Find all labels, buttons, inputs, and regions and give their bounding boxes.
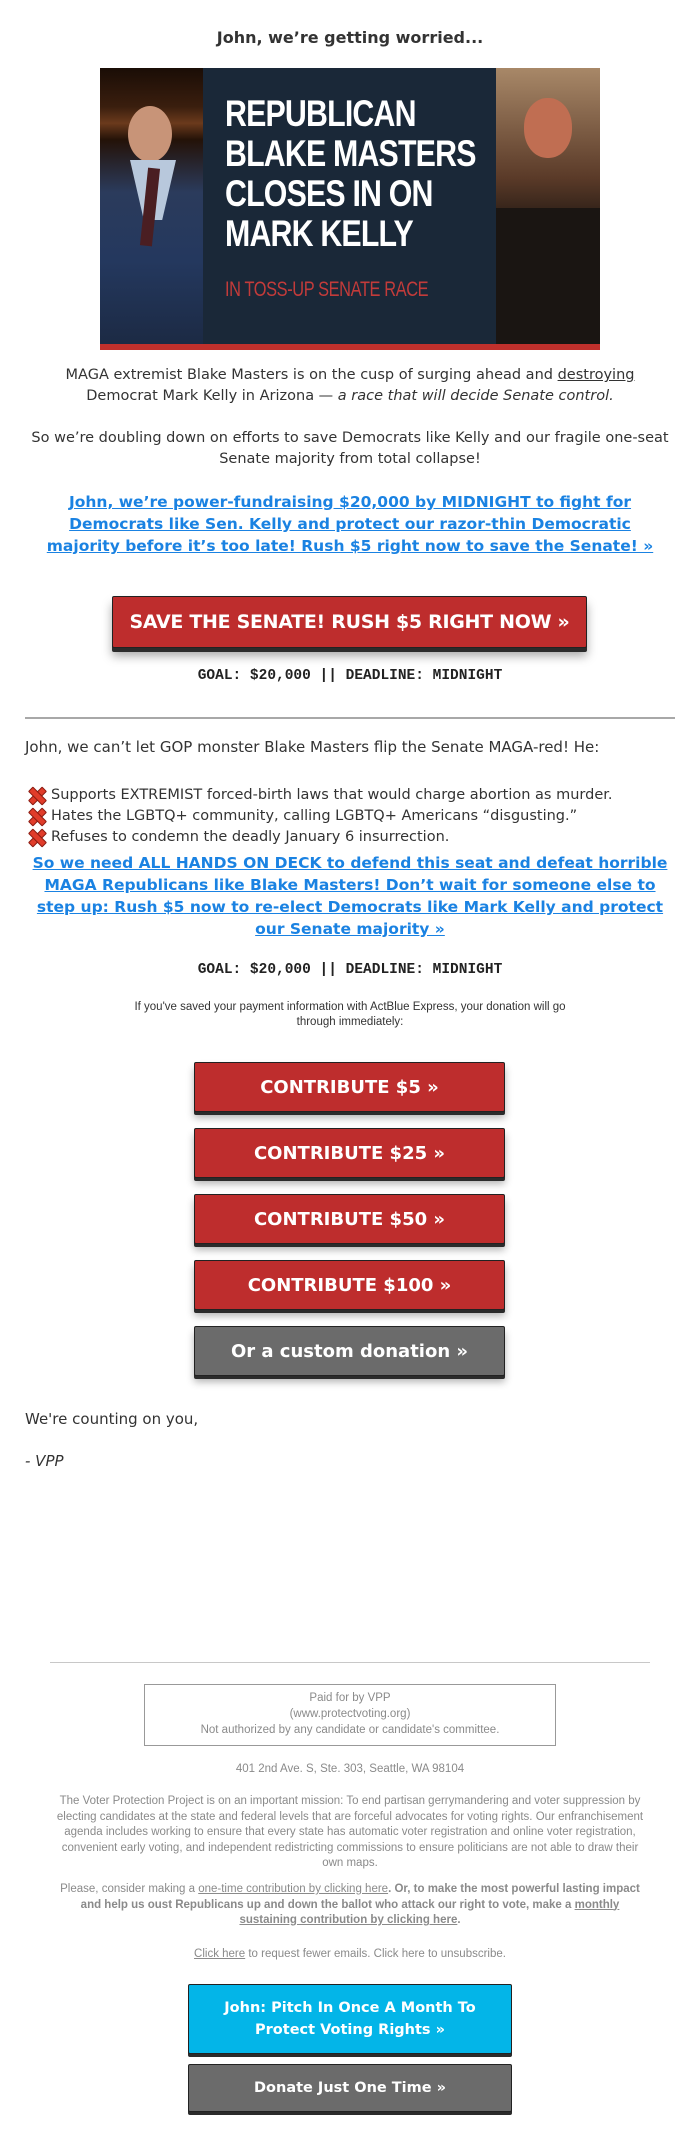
paid-for-disclaimer: Paid for by VPP (www.protectvoting.org) Not authorized by any candidate or candidate's committee. [144,1684,556,1746]
contribute-50-button[interactable]: CONTRIBUTE $50 » [194,1194,505,1244]
contribute-5-button[interactable]: CONTRIBUTE $5 » [194,1062,505,1112]
monthly-contribution-link[interactable]: monthly sustaining contribution by clicking here [239,1898,620,1926]
save-senate-button[interactable]: SAVE THE SENATE! RUSH $5 RIGHT NOW » [112,596,587,648]
mark-kelly-photo [496,68,600,344]
one-time-contribution-link[interactable]: one-time contribution by clicking here [198,1883,389,1895]
footer-divider [50,1662,650,1663]
destroying-underlined: destroying [557,367,635,383]
signoff-line: We're counting on you, [25,1410,199,1428]
actblue-express-note: If you've saved your payment information with ActBlue Express, your donation will go through immediately: [134,1001,566,1028]
fundraising-link[interactable]: John, we’re power-fundraising $20,000 by MIDNIGHT to fight for Democrats like Sen. Kelly and protect our razor-thin Democratic majority before it’s too late! Rush $5 right now to save the Senate! » [46,493,654,555]
goal-deadline-text-2: GOAL: $20,000 || DEADLINE: MIDNIGHT [197,962,503,978]
section-divider [25,717,675,719]
email-preferences-text: Click here to request fewer emails. Click here to unsubscribe. [194,1948,506,1960]
mailing-address: 401 2nd Ave. S, Ste. 303, Seattle, WA 98104 [235,1763,465,1775]
signoff-signature: - VPP [25,1452,64,1470]
monthly-donation-button[interactable]: John: Pitch In Once A Month To Protect Voting Rights » [188,1984,512,2054]
banner-title: REPUBLICAN BLAKE MASTERS CLOSES IN ON MARK KELLY [225,93,476,254]
mission-statement: The Voter Protection Project is on an important mission: To end partisan gerrymandering and voter suppression by electing candidates at the state and federal levels that are forceful advocates for voting rights. Our enfranchisement agenda includes working to ensure that every state has automatic voter registration and online voter registration, convenient early voting, and independent redistricting commissions to ensure politicians are not able to draw their own maps. [56,1795,644,1869]
banner-subtitle: IN TOSS-UP SENATE RACE [225,278,429,301]
all-hands-link[interactable]: So we need ALL HANDS ON DECK to defend this seat and defeat horrible MAGA Republicans like Blake Masters! Don’t wait for someone else to step up: Rush $5 now to re-elect Democrats like Mark Kelly and protect our Senate majority » [32,854,668,938]
list-item: Hates the LGBTQ+ community, calling LGBTQ+ Americans “disgusting.” [28,805,613,826]
contribute-100-button[interactable]: CONTRIBUTE $100 » [194,1260,505,1310]
contribution-options-text: Please, consider making a one-time contribution by clicking here. Or, to make the most powerful lasting impact and help us oust Republicans up and down the ballot who attack our right to vote, make a monthly sustaining contribution by clicking here. [60,1883,640,1926]
intro-paragraph-1: MAGA extremist Blake Masters is on the cusp of surging ahead and destroying Democrat Mark Kelly in Arizona — a race that will decide Senate control. [65,367,635,404]
goal-deadline-text: GOAL: $20,000 || DEADLINE: MIDNIGHT [197,668,503,684]
bullet-list [28,784,613,847]
banner-red-bar [100,344,600,350]
email-headline: John, we’re getting worried... [216,28,484,47]
fewer-emails-link[interactable]: Click here [194,1948,246,1960]
x-mark-icon [28,787,44,803]
list-item: Supports EXTREMIST forced-birth laws that would charge abortion as murder. [28,784,613,805]
contribute-25-button[interactable]: CONTRIBUTE $25 » [194,1128,505,1178]
blake-masters-photo [100,68,203,344]
intro-paragraph-2: So we’re doubling down on efforts to save Democrats like Kelly and our fragile one-seat Senate majority from total collapse! [31,430,669,467]
section2-lead: John, we can’t let GOP monster Blake Masters flip the Senate MAGA-red! He: [25,738,600,756]
hero-banner-image[interactable] [100,68,600,350]
custom-donation-button[interactable]: Or a custom donation » [194,1326,505,1376]
one-time-donation-button[interactable]: Donate Just One Time » [188,2064,512,2112]
list-item: Refuses to condemn the deadly January 6 insurrection. [28,826,613,847]
website-link[interactable]: www.protectvoting.org [293,1708,407,1720]
x-mark-icon [28,808,44,824]
x-mark-icon [28,829,44,845]
